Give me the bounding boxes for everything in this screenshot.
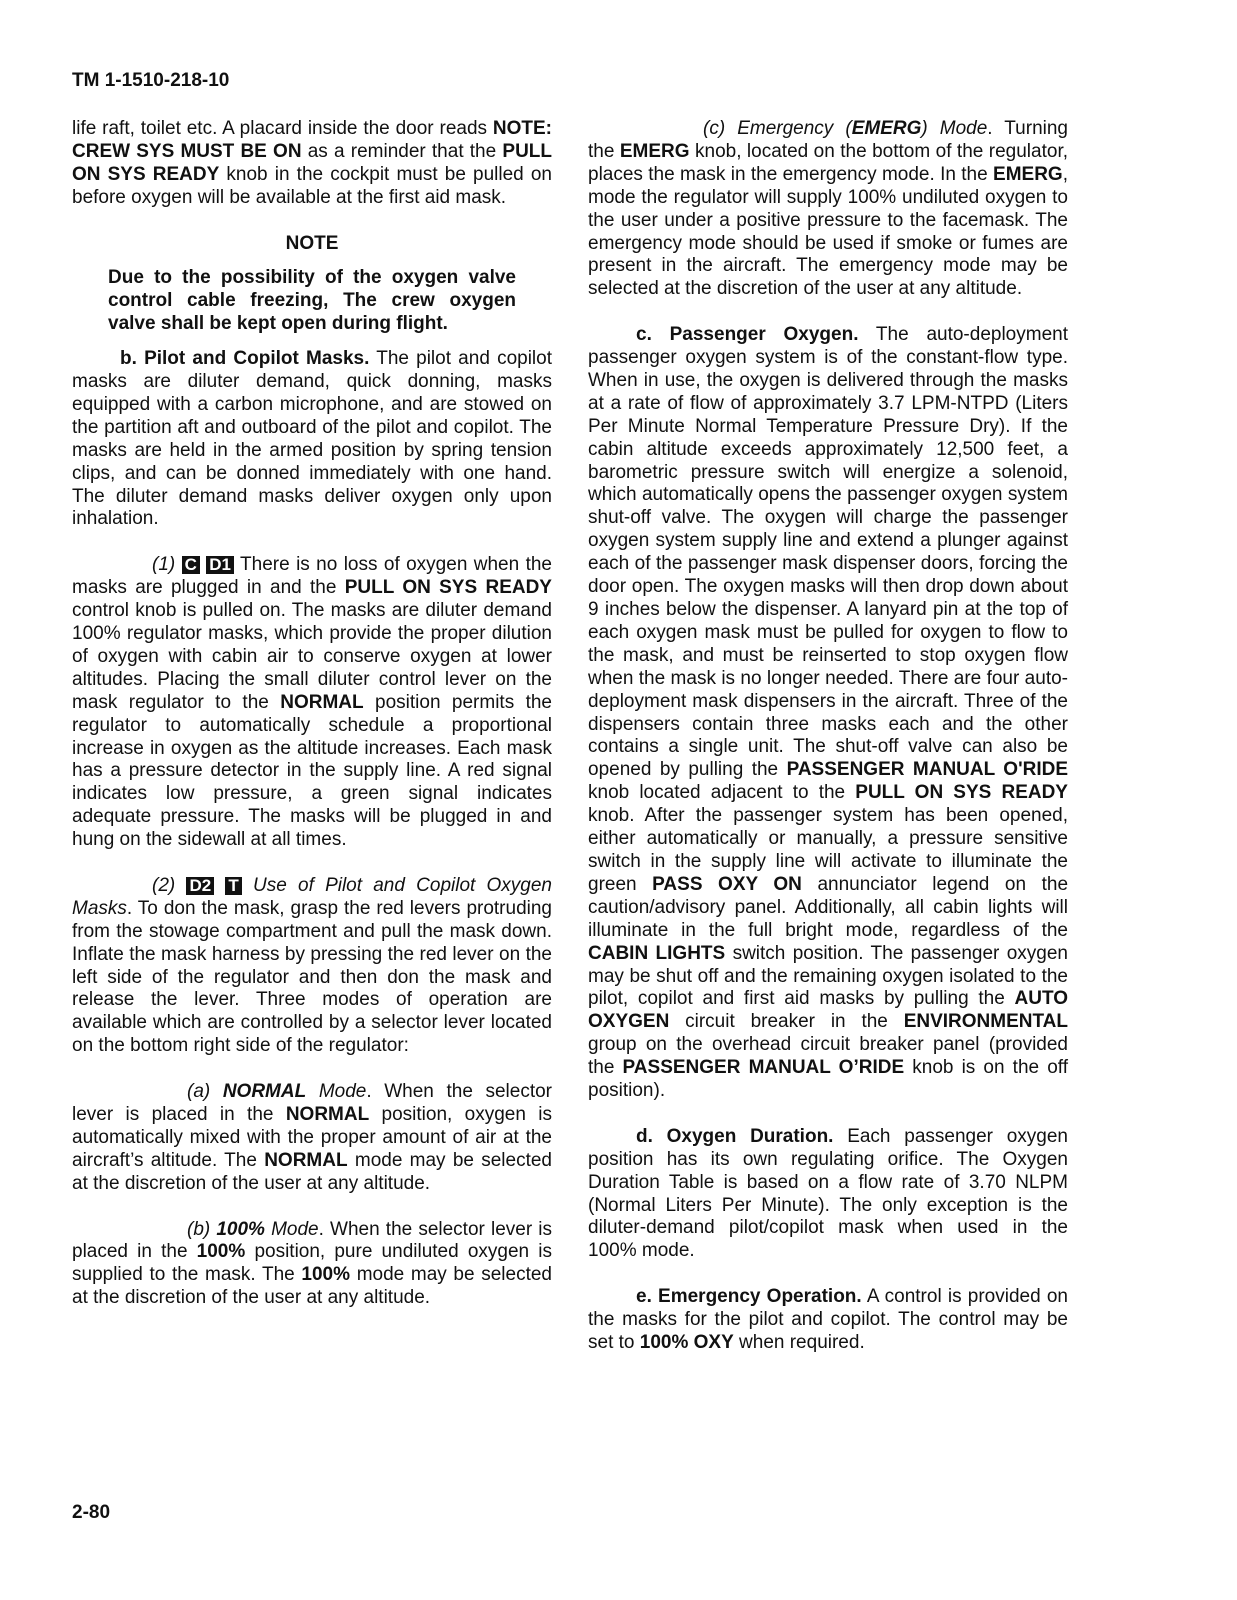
page-number: 2-80 — [72, 1502, 111, 1523]
paragraph-c-emergency-mode: (c) Emergency (EMERG) Mode. Turning the EMERG knob, located on the bottom of the regulator, places the mask in the emergency mode. In the EMERG, mode the regulator will supply 100% undiluted oxygen to the user under a positive pressure to the facemask. The emergency mode should be used if smoke or fumes are present in the aircraft. The emergency mode may be selected at the discretion of the user at any altitude. — [588, 118, 1069, 300]
paragraph-2: (2) D2 T Use of Pilot and Copilot Oxygen Masks. To don the mask, grasp the red levers protruding from the stowage compartment and pull the mask down. Inflate the mask harness by pressing the red lever on the left side of the regulator and then don the mask and release the lever. Three modes of operation are available which are controlled by a selector lever located on the bottom right side of the regulator: — [72, 874, 552, 1057]
paragraph-heading: e. Emergency Operation. — [636, 1286, 862, 1308]
paragraph-heading: c. Passenger Oxygen. — [636, 324, 859, 346]
applicability-badge: D1 — [206, 556, 234, 574]
paragraph-heading: d. Oxygen Duration. — [636, 1125, 834, 1147]
intro-paragraph: life raft, toilet etc. A placard inside the door reads NOTE: CREW SYS MUST BE ON as a reminder that the PULL ON SYS READY knob in the cockpit must be pulled on before oxygen will be available at the first aid mask. — [72, 118, 553, 208]
right-column — [588, 118, 1068, 1355]
left-column — [72, 118, 552, 1310]
paragraph-b-pilot-copilot-masks: b. Pilot and Copilot Masks. The pilot and copilot masks are diluter demand, quick donning, masks equipped with a carbon microphone, and are stowed on the partition aft and outboard of the pilot and copilot. The masks are held in the armed position by spring tension clips, and can be donned immediately with one hand. The diluter demand masks deliver oxygen only upon inhalation. — [72, 348, 552, 530]
note-body: Due to the possibility of the oxygen valve control cable freezing, The crew oxygen valve shall be kept open during flight. — [108, 267, 516, 335]
paragraph-c-passenger-oxygen: c. Passenger Oxygen. The auto-deployment passenger oxygen system is of the constant-flow type. When in use, the oxygen is delivered through the masks at a rate of flow of approximately 3.7 LPM-NTPD (Liters Per Minute Normal Temperature Pressure Dry). If the cabin altitude exceeds approximately 12,500 feet, a barometric pressure switch will energize a solenoid, which automatically opens the passenger oxygen system shut-off valve. The oxygen will charge the passenger oxygen system supply line and extend a plunger against each of the passenger mask dispenser doors, forcing the door open. The oxygen masks will then drop down about 9 inches below the dispenser. A lanyard pin at the top of each oxygen mask must be pulled for oxygen to flow to the mask, and must be reinserted to stop oxygen flow when the mask is no longer needed. There are four auto-deployment mask dispensers in the aircraft. Three of the dispensers contain three masks each and the other contains a single unit. The shut-off valve can also be opened by pulling the PASSENGER MANUAL O'RIDE knob located adjacent to the PULL ON SYS READY knob. After the passenger system has been opened, either automatically or manually, a pressure sensitive switch in the supply line will activate to illuminate the green PASS OXY ON annunciator legend on the caution/advisory panel. Additionally, all cabin lights will illuminate in the full bright mode, regardless of the CABIN LIGHTS switch position. The passenger oxygen may be shut off and the remaining oxygen isolated to the pilot, copilot and first aid masks by pulling the AUTO OXYGEN circuit breaker in the ENVIRONMENTAL group on the overhead circuit breaker panel (provided the PASSENGER MANUAL O’RIDE knob is on the off position). — [588, 324, 1069, 1102]
paragraph-d-oxygen-duration: d. Oxygen Duration. Each passenger oxygen position has its own regulating orifice. The Oxygen Duration Table is based on a flow rate of 3.70 NLPM (Normal Liters Per Minute). The only exception is the diluter-demand pilot/copilot mask when used in the 100% mode. — [588, 1125, 1068, 1262]
applicability-badge: D2 — [186, 877, 214, 895]
document-header: TM 1-1510-218-10 — [72, 70, 230, 91]
paragraph-b-100-mode: (b) 100% Mode. When the selector lever is placed in the 100% position, pure undiluted oxygen is supplied to the mask. The 100% mode may be selected at the discretion of the user at any altitude. — [72, 1218, 553, 1309]
paragraph-a-normal-mode: (a) NORMAL Mode. When the selector lever is placed in the NORMAL position, oxygen is automatically mixed with the proper amount of air at the aircraft’s altitude. The NORMAL mode may be selected at the discretion of the user at any altitude. — [72, 1081, 553, 1194]
paragraph-e-emergency-operation: e. Emergency Operation. A control is provided on the masks for the pilot and copilot. The control may be set to 100% OXY when required. — [588, 1286, 1068, 1353]
applicability-badge: T — [225, 877, 241, 895]
applicability-badge: C — [182, 556, 200, 574]
paragraph-heading: b. Pilot and Copilot Masks. — [120, 348, 370, 370]
note-title: NOTE — [285, 232, 339, 254]
paragraph-1: (1) C D1 There is no loss of oxygen when the masks are plugged in and the PULL ON SYS READY control knob is pulled on. The masks are diluter demand 100% regulator masks, which provide the proper dilution of oxygen with cabin air to conserve oxygen at lower altitudes. Placing the small diluter control lever on the mask regulator to the NORMAL position permits the regulator to automatically schedule a proportional increase in oxygen as the altitude increases. Each mask has a pressure detector in the supply line. A red signal indicates low pressure, a green signal indicates adequate pressure. The masks will be plugged in and hung on the sidewall at all times. — [72, 554, 552, 851]
